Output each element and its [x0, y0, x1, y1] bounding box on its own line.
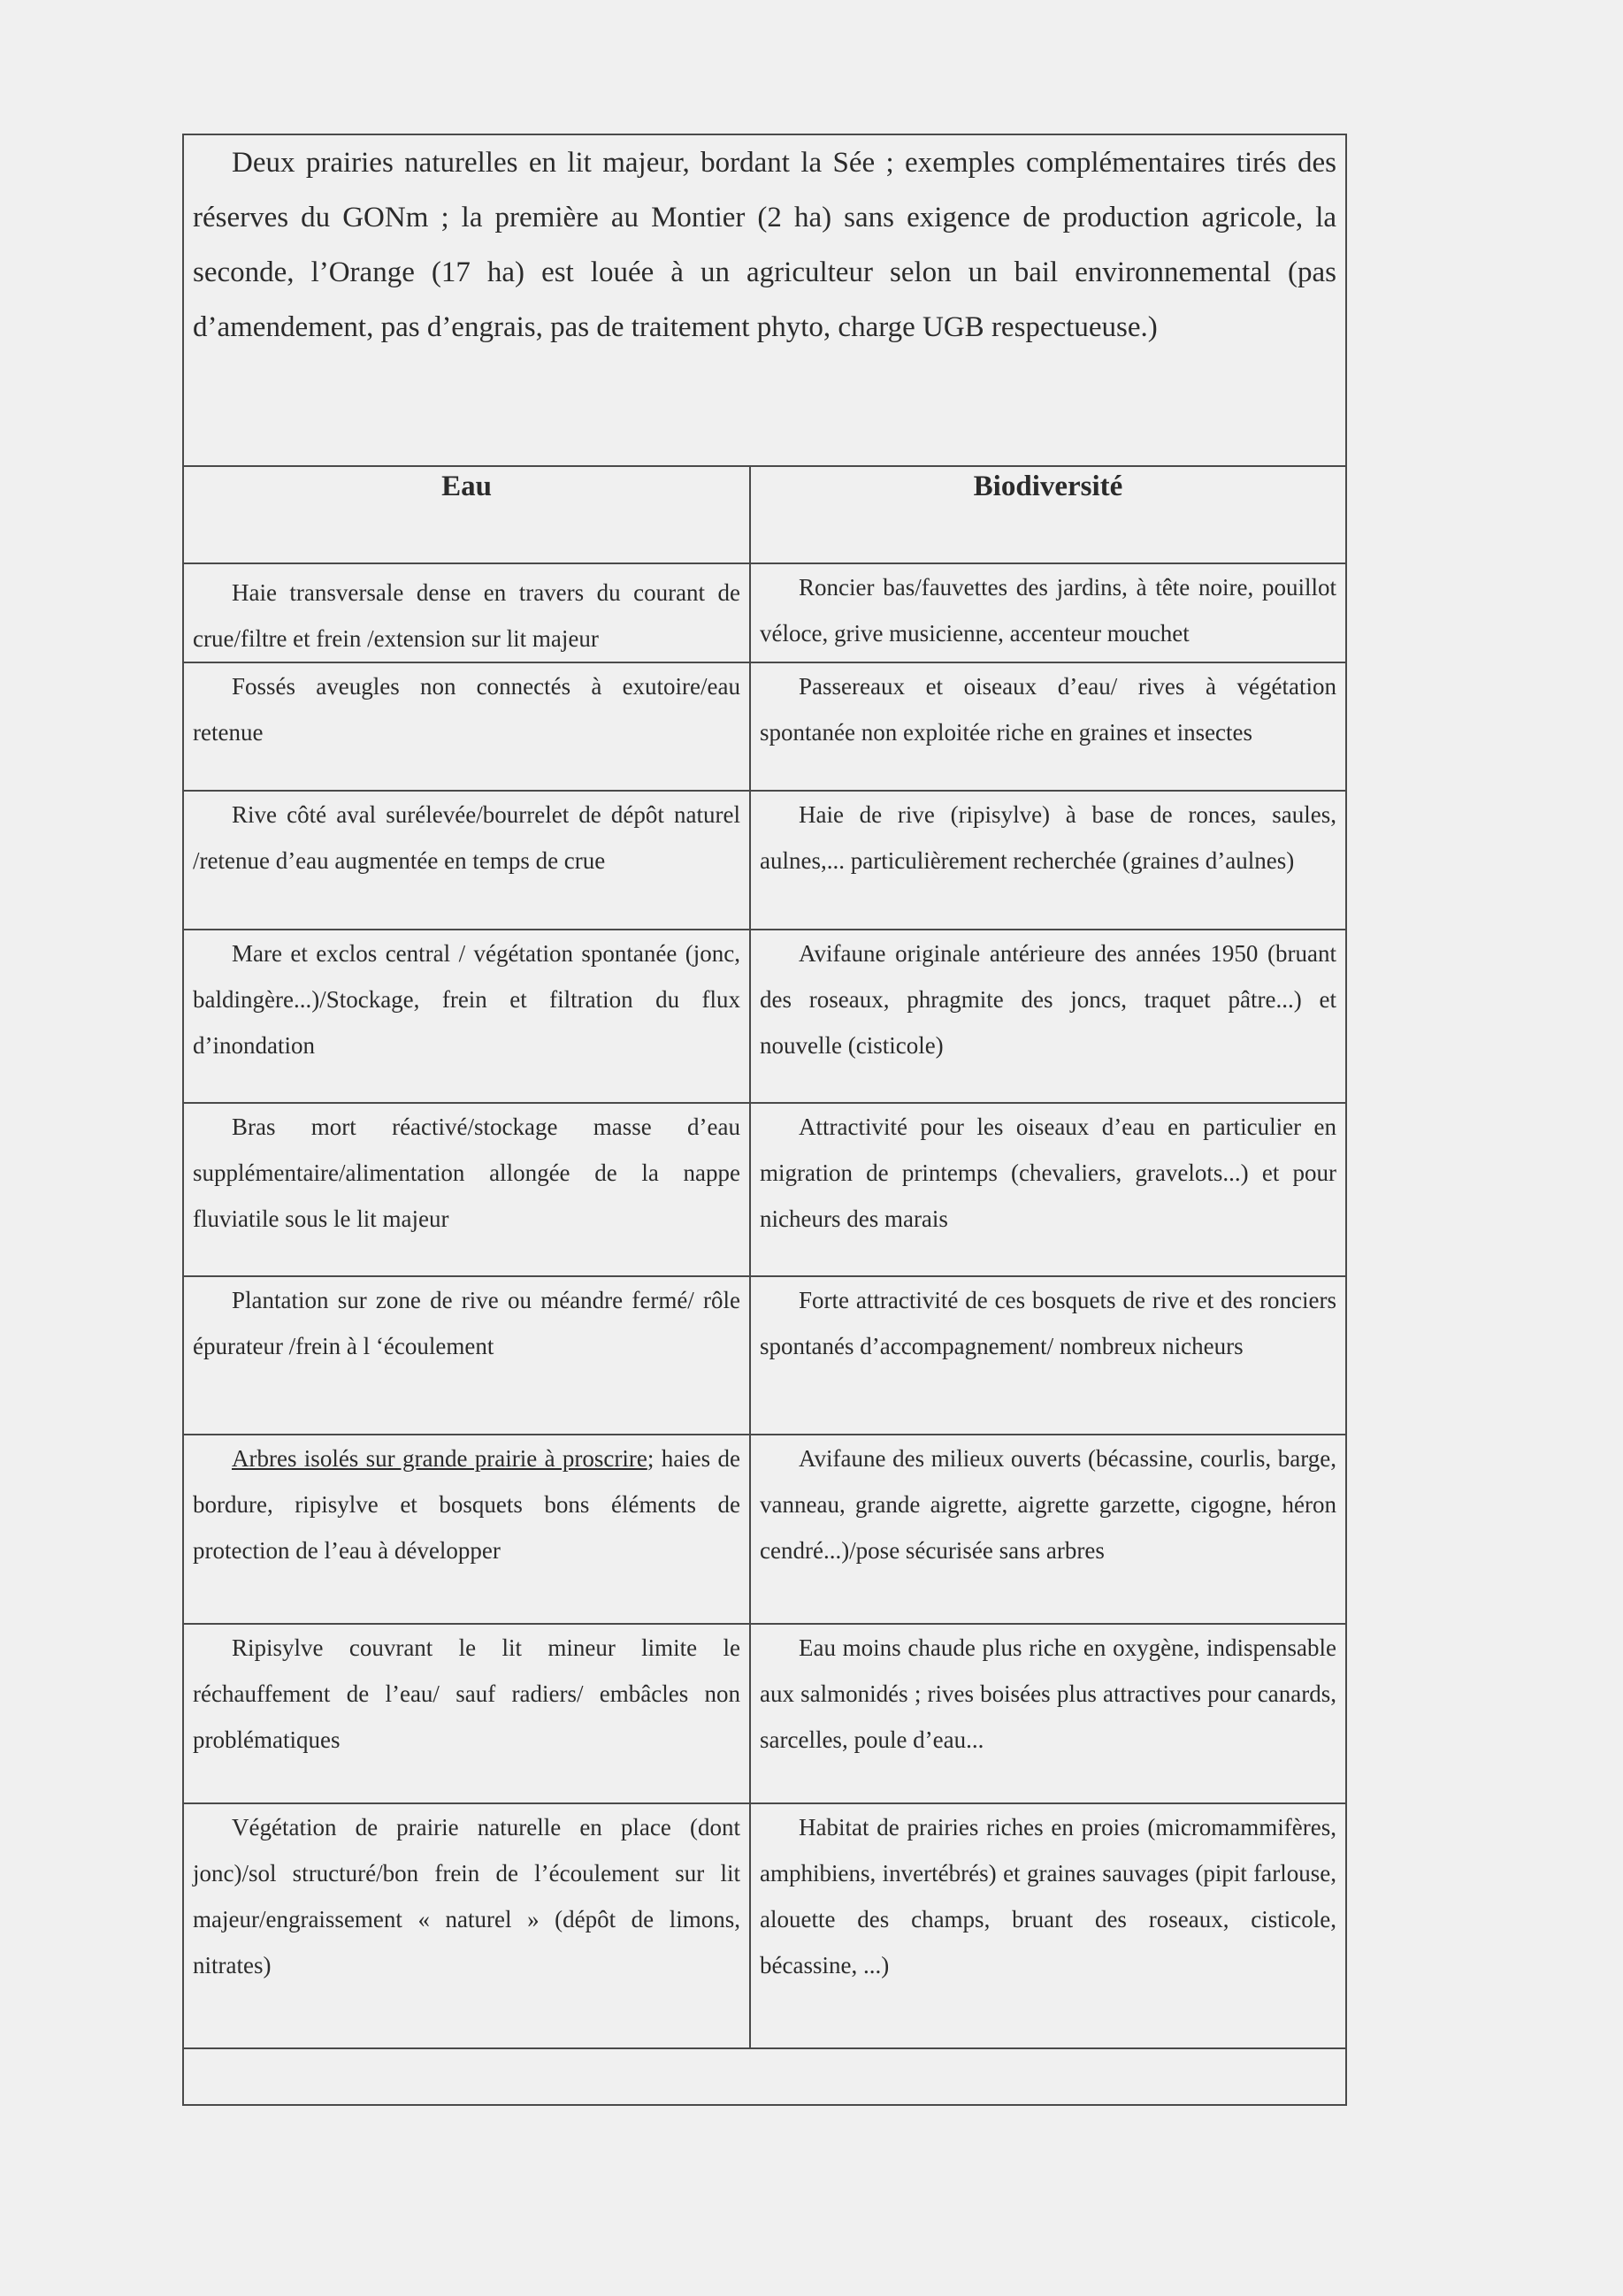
- table-row: [183, 791, 1346, 930]
- biodiversite-text: Passereaux et oiseaux d’eau/ rives à végétation spontanée non exploitée riche en graines et insectes: [760, 673, 1337, 746]
- biodiversite-cell: [750, 1624, 1346, 1803]
- eau-cell: [183, 1624, 750, 1803]
- eau-text-rest: ; haies de bordure, ripisylve et bosquets bons éléments de protection de l’eau à développer: [193, 1445, 740, 1564]
- biodiversite-cell: [750, 662, 1346, 791]
- biodiversite-text: Avifaune des milieux ouverts (bécassine, courlis, barge, vanneau, grande aigrette, aigrette garzette, cigogne, héron cendré...)/pose sécurisée sans arbres: [760, 1445, 1337, 1564]
- biodiversite-cell: [750, 1103, 1346, 1276]
- biodiversite-text: Eau moins chaude plus riche en oxygène, indispensable aux salmonidés ; rives boisées plus attractives pour canards, sarcelles, poule d’eau...: [760, 1634, 1337, 1753]
- eau-text: Fossés aveugles non connectés à exutoire/eau retenue: [193, 673, 740, 746]
- eau-text: [193, 1435, 740, 1573]
- header-row: [183, 466, 1346, 563]
- biodiversite-cell: [750, 1276, 1346, 1435]
- eau-cell: [183, 930, 750, 1103]
- eau-text: Rive côté aval surélevée/bourrelet de dépôt naturel /retenue d’eau augmentée en temps de crue: [193, 801, 740, 874]
- table-row: [183, 1276, 1346, 1435]
- intro-cell: [183, 134, 1346, 466]
- eau-text: Végétation de prairie naturelle en place (dont jonc)/sol structuré/bon frein de l’écoulement sur lit majeur/engraissement « naturel » (dépôt de limons, nitrates): [193, 1814, 740, 1978]
- biodiversite-text: Forte attractivité de ces bosquets de rive et des ronciers spontanés d’accompagnement/ nombreux nicheurs: [760, 1287, 1337, 1359]
- comparison-table: [182, 134, 1347, 2106]
- table-row: [183, 1103, 1346, 1276]
- table-row: [183, 1435, 1346, 1624]
- biodiversite-text: Roncier bas/fauvettes des jardins, à tête noire, pouillot véloce, grive musicienne, accenteur mouchet: [760, 574, 1337, 647]
- table-row: [183, 1803, 1346, 2048]
- eau-text: Plantation sur zone de rive ou méandre fermé/ rôle épurateur /frein à l ‘écoulement: [193, 1287, 740, 1359]
- biodiversite-text: Attractivité pour les oiseaux d’eau en particulier en migration de printemps (chevaliers, gravelots...) et pour nicheurs des marais: [760, 1114, 1337, 1232]
- biodiversite-text: Habitat de prairies riches en proies (micromammifères, amphibiens, invertébrés) et graines sauvages (pipit farlouse, alouette des champs, bruant des roseaux, cisticole, bécassine, ...): [760, 1814, 1337, 1978]
- intro-text: Deux prairies naturelles en lit majeur, bordant la Sée ; exemples complémentaires tirés des réserves du GONm ; la première au Montier (2 ha) sans exigence de production agricole, la seconde, l’Orange (17 ha) est louée à un agriculteur selon un bail environnemental (pas d’amendement, pas d’engrais, pas de traitement phyto, charge UGB respectueuse.): [193, 147, 1337, 343]
- eau-text: Ripisylve couvrant le lit mineur limite le réchauffement de l’eau/ sauf radiers/ embâcles non problématiques: [193, 1634, 740, 1753]
- eau-cell: [183, 1103, 750, 1276]
- biodiversite-cell: [750, 1803, 1346, 2048]
- eau-cell: [183, 791, 750, 930]
- table-row: [183, 563, 1346, 662]
- eau-text: Bras mort réactivé/stockage masse d’eau supplémentaire/alimentation allongée de la nappe fluviatile sous le lit majeur: [193, 1114, 740, 1232]
- eau-cell: [183, 563, 750, 662]
- table-row: [183, 930, 1346, 1103]
- biodiversite-cell: [750, 563, 1346, 662]
- eau-cell: [183, 1435, 750, 1624]
- eau-cell: [183, 662, 750, 791]
- intro-row: [183, 134, 1346, 466]
- eau-text: Haie transversale dense en travers du courant de crue/filtre et frein /extension sur lit majeur: [193, 579, 740, 652]
- eau-underlined-text: Arbres isolés sur grande prairie à proscrire: [232, 1445, 647, 1472]
- empty-footer-cell: [183, 2048, 1346, 2105]
- biodiversite-cell: [750, 791, 1346, 930]
- table-row: [183, 662, 1346, 791]
- header-biodiversite: Biodiversité: [750, 466, 1346, 563]
- biodiversite-cell: [750, 1435, 1346, 1624]
- eau-text: Mare et exclos central / végétation spontanée (jonc, baldingère...)/Stockage, frein et filtration du flux d’inondation: [193, 940, 740, 1059]
- eau-cell: [183, 1803, 750, 2048]
- biodiversite-text: Avifaune originale antérieure des années 1950 (bruant des roseaux, phragmite des joncs, traquet pâtre...) et nouvelle (cisticole): [760, 940, 1337, 1059]
- biodiversite-cell: [750, 930, 1346, 1103]
- footer-row: [183, 2048, 1346, 2105]
- table-row: [183, 1624, 1346, 1803]
- eau-cell: [183, 1276, 750, 1435]
- biodiversite-text: Haie de rive (ripisylve) à base de ronces, saules, aulnes,... particulièrement recherchée (graines d’aulnes): [760, 801, 1337, 874]
- header-eau: Eau: [183, 466, 750, 563]
